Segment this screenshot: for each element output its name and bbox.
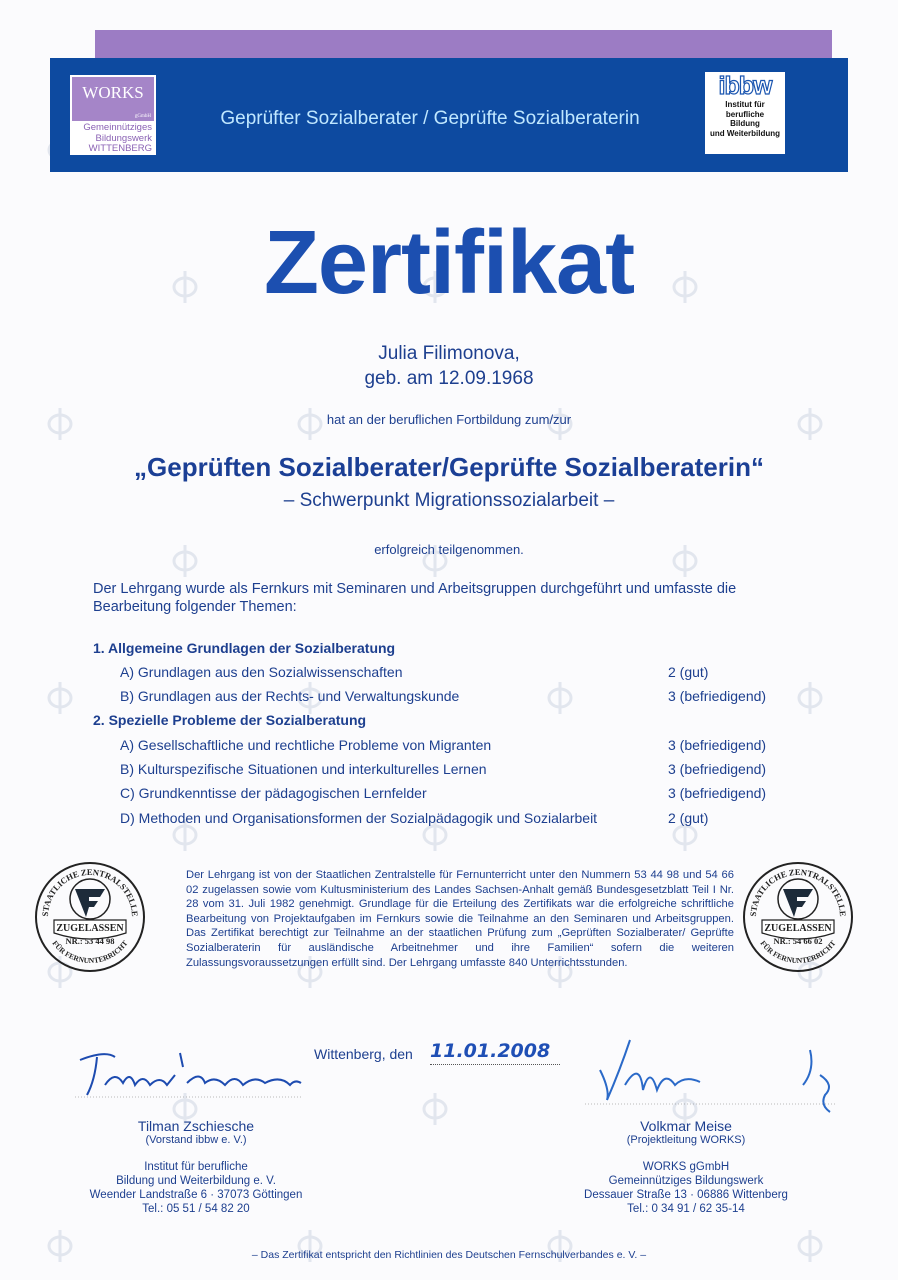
works-logo-line: Gemeinnütziges bbox=[83, 122, 152, 133]
f-emblem-icon bbox=[70, 879, 110, 919]
topic-grade: 2 (gut) bbox=[668, 810, 709, 826]
description-line: Bearbeitung folgender Themen: bbox=[93, 599, 297, 615]
section-title: 2. Spezielle Probleme der Sozialberatung bbox=[93, 712, 367, 728]
signatory-address: Weender Landstraße 6 · 37073 Göttingen bbox=[89, 1189, 303, 1201]
signatory-role: (Projektleitung WORKS) bbox=[626, 1134, 746, 1146]
birth-date: geb. am 12.09.1968 bbox=[364, 368, 534, 389]
signatory-org: Institut für berufliche bbox=[144, 1161, 248, 1173]
works-logo-name: WORKS bbox=[82, 83, 144, 102]
signatory-address: Dessauer Straße 13 · 06886 Wittenberg bbox=[584, 1189, 788, 1201]
watermark-phi-icon bbox=[799, 682, 821, 714]
ibbw-logo bbox=[705, 72, 785, 154]
signatory-org: Bildung und Weiterbildung e. V. bbox=[116, 1175, 276, 1187]
signatory-org: WORKS gGmbH bbox=[642, 1161, 730, 1173]
works-logo-line: WITTENBERG bbox=[88, 143, 152, 154]
legal-text: Der Lehrgang ist von der Staatlichen Zentralstelle für Fernunterricht unter den Nummern 53 44 98 und 54 66 02 zugelassen sowie vom Kultusministerium des Landes Sachsen-Anhalt gemäß Bundesgesetzblatt Teil I Nr. 28 vom 31. Juli 1982 genehmigt. Grundlage für die Erteilung des Zertifikats war die erfolgreiche schriftliche Bearbeitung von Projektaufgaben im Fernkurs sowie die Teilnahme an den Seminaren und Arbeitsgruppen. Das Zertifikat berechtigt zur Teilnahme an der staatlichen Prüfung zum „Geprüften Sozialberater/ Geprüfte Sozialberaterin für ausländische Arbeitnehmer und ihre Familien“ sofern die weiteren Zulassungsvoraussetzungen erfüllt sind. Der Lehrgang umfasste 840 Unterrichtsstunden. bbox=[186, 869, 734, 969]
works-logo-line: Bildungswerk bbox=[95, 132, 152, 144]
topic-grade: 2 (gut) bbox=[668, 664, 709, 680]
certificate-heading: Zertifikat bbox=[263, 213, 635, 313]
works-logo bbox=[70, 75, 156, 155]
watermark-phi-icon bbox=[49, 682, 71, 714]
header-title: Geprüfter Sozialberater / Geprüfte Sozialberaterin bbox=[220, 108, 640, 129]
description-line: Der Lehrgang wurde als Fernkurs mit Seminaren und Arbeitsgruppen durchgeführt und umfasste die bbox=[93, 581, 737, 597]
ibbw-logo-line: berufliche bbox=[725, 109, 765, 119]
stamp-top-text: STAATLICHE ZENTRALSTELLE bbox=[747, 866, 849, 917]
stamp-number: NR.: 54 66 02 bbox=[773, 936, 823, 946]
signature-right bbox=[585, 1030, 845, 1114]
signatory-right bbox=[556, 1119, 816, 1216]
topic-label: B) Grundlagen aus der Rechts- und Verwaltungskunde bbox=[120, 688, 460, 704]
footer-note: – Das Zertifikat entspricht den Richtlinien des Deutschen Fernschulverbandes e. V. – bbox=[251, 1249, 647, 1261]
recipient-name: Julia Filimonova, bbox=[378, 343, 520, 364]
stamp-top-text: STAATLICHE ZENTRALSTELLE bbox=[39, 866, 141, 917]
issue-date: 11.01.2008 bbox=[430, 1040, 551, 1062]
stamp-bottom-text: FÜR FERNUNTERRICHT bbox=[50, 938, 130, 966]
ibbw-logo-line: Institut für bbox=[725, 100, 765, 109]
signatory-org: Gemeinnütziges Bildungswerk bbox=[608, 1175, 764, 1187]
topic-grade: 3 (befriedigend) bbox=[668, 761, 767, 777]
signatory-phone: Tel.: 05 51 / 54 82 20 bbox=[142, 1203, 250, 1215]
approval-stamp-right bbox=[742, 861, 854, 973]
signature-left bbox=[75, 1045, 305, 1105]
ibbw-logo-name: ibbw bbox=[718, 72, 772, 100]
course-focus: – Schwerpunkt Migrationssozialarbeit – bbox=[283, 490, 615, 511]
topic-label: D) Methoden und Organisationsformen der Sozialpädagogik und Sozialarbeit bbox=[120, 810, 598, 826]
watermark-phi-icon bbox=[424, 1093, 446, 1125]
stamp-bottom-text: FÜR FERNUNTERRICHT bbox=[758, 938, 838, 966]
signatory-role: (Vorstand ibbw e. V.) bbox=[145, 1134, 247, 1146]
ibbw-logo-line: und Weiterbildung bbox=[709, 128, 781, 138]
intro-text: hat an der beruflichen Fortbildung zum/zur bbox=[326, 412, 572, 427]
course-title: „Geprüften Sozialberater/Geprüfte Sozialberaterin“ bbox=[134, 452, 764, 482]
signatory-left bbox=[66, 1119, 326, 1216]
stamp-label: ZUGELASSEN bbox=[764, 923, 832, 934]
topic-label: B) Kulturspezifische Situationen und interkulturelles Lernen bbox=[120, 761, 487, 777]
ibbw-logo-line: Bildung bbox=[730, 119, 760, 128]
topic-label: A) Gesellschaftliche und rechtliche Probleme von Migranten bbox=[120, 737, 492, 753]
topic-label: A) Grundlagen aus den Sozialwissenschaften bbox=[120, 664, 403, 680]
place-label: Wittenberg, den bbox=[314, 1046, 413, 1062]
stamp-label: ZUGELASSEN bbox=[56, 923, 124, 934]
approval-stamp-left bbox=[34, 861, 146, 973]
f-emblem-icon bbox=[778, 879, 818, 919]
signatory-name: Volkmar Meise bbox=[640, 1118, 732, 1134]
works-logo-suffix: gGmbH bbox=[134, 114, 151, 119]
topic-grade: 3 (befriedigend) bbox=[668, 688, 767, 704]
date-line bbox=[430, 1064, 560, 1065]
watermark-phi-icon bbox=[549, 682, 571, 714]
topic-grade: 3 (befriedigend) bbox=[668, 785, 767, 801]
stamp-number: NR.: 53 44 98 bbox=[65, 936, 115, 946]
topic-grade: 3 (befriedigend) bbox=[668, 737, 767, 753]
result-text: erfolgreich teilgenommen. bbox=[374, 542, 524, 557]
section-title: 1. Allgemeine Grundlagen der Sozialberatung bbox=[93, 640, 396, 656]
signatory-phone: Tel.: 0 34 91 / 62 35-14 bbox=[627, 1203, 745, 1215]
signatory-name: Tilman Zschiesche bbox=[137, 1118, 255, 1134]
topic-label: C) Grundkenntisse der pädagogischen Lernfelder bbox=[120, 785, 427, 801]
